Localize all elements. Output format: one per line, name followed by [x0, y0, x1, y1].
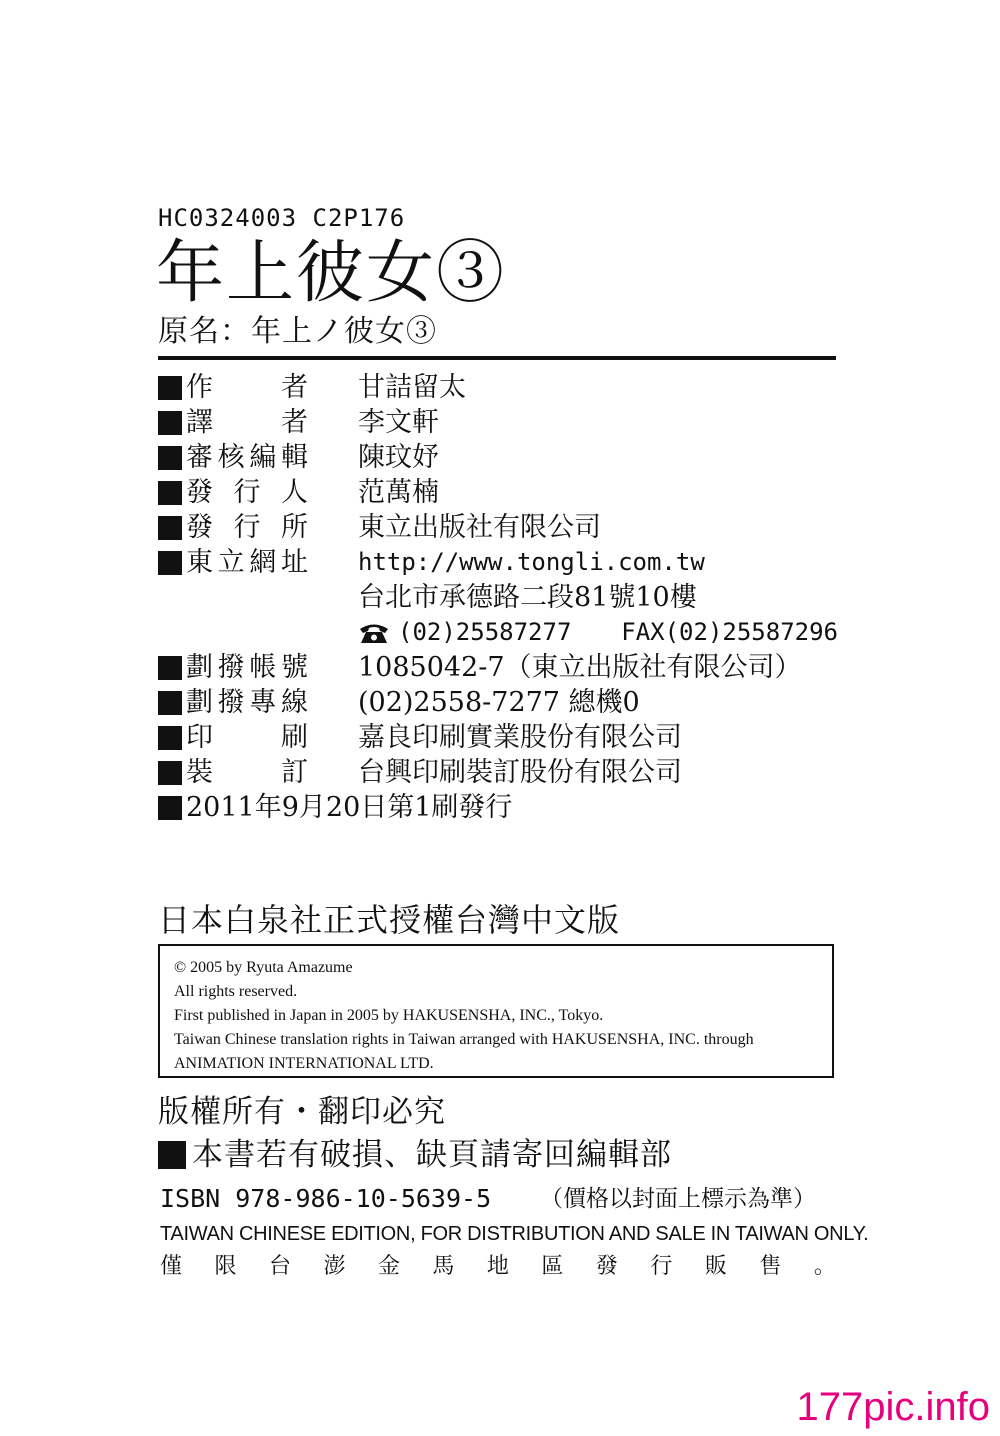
credit-label [186, 685, 308, 720]
glyph: 地 [486, 1254, 509, 1279]
credit-label [186, 440, 308, 475]
website-url[interactable]: http://www.tongli.com.tw [358, 548, 705, 576]
glyph: 馬 [432, 1254, 455, 1279]
glyph: 東 [186, 547, 213, 578]
book-title: 年上彼女③ [156, 234, 507, 313]
credit-row [158, 405, 858, 440]
copyright-box [158, 944, 834, 1078]
glyph: 僅 [160, 1254, 183, 1279]
credit-row [158, 755, 858, 790]
black-square-icon [158, 376, 182, 400]
credit-value: 台興印刷裝訂股份有限公司 [358, 757, 682, 788]
damage-notice-row [158, 1134, 672, 1176]
glyph: 金 [377, 1254, 400, 1279]
credit-value: 東立出版社有限公司 [358, 512, 601, 543]
credit-label [186, 545, 308, 580]
glyph: 者 [281, 407, 308, 438]
credit-label [186, 720, 308, 755]
glyph: 劃 [186, 687, 213, 718]
black-square-icon [158, 516, 182, 540]
publish-date: 2011年9月20日第1刷發行 [186, 792, 513, 823]
catalog-code: HC0324003 C2P176 [158, 204, 406, 232]
copyright-line: ANIMATION INTERNATIONAL LTD. [174, 1055, 434, 1072]
glyph: 發 [186, 477, 213, 508]
glyph: 址 [280, 547, 308, 578]
credit-label [186, 370, 308, 405]
glyph: 限 [214, 1254, 237, 1279]
glyph: 人 [281, 477, 308, 508]
phone-number: (02)25587277 [398, 618, 572, 646]
edition-note: TAIWAN CHINESE EDITION, FOR DISTRIBUTION AND SALE IN TAIWAN ONLY. [160, 1223, 869, 1245]
glyph: 刷 [281, 722, 308, 753]
black-square-icon [158, 411, 182, 435]
license-statement: 日本白泉社正式授權台灣中文版 [158, 901, 621, 939]
glyph: 售 [759, 1254, 782, 1279]
glyph: 發 [595, 1254, 618, 1279]
credit-row [158, 685, 858, 720]
black-square-icon [158, 761, 182, 785]
credit-row [158, 370, 858, 405]
glyph: 撥 [217, 652, 245, 683]
glyph: 核 [217, 442, 245, 473]
isbn: ISBN 978-986-10-5639-5 [160, 1184, 492, 1213]
glyph: 行 [650, 1254, 673, 1279]
glyph: 。 [813, 1254, 836, 1279]
credit-row [158, 545, 858, 580]
all-rights-notice: 版權所有・翻印必究 [158, 1094, 446, 1130]
glyph: 訂 [281, 757, 308, 788]
glyph: 印 [186, 722, 213, 753]
black-square-icon [158, 551, 182, 575]
copyright-line: First published in Japan in 2005 by HAKUSENSHA, INC., Tokyo. [174, 1007, 604, 1024]
credit-row [158, 440, 858, 475]
credit-value: (02)2558-7277 總機0 [358, 687, 640, 718]
credit-label [186, 650, 308, 685]
black-square-icon [158, 691, 182, 715]
credit-value: 1085042-7（東立出版社有限公司） [358, 652, 802, 683]
credit-value: 李文軒 [358, 407, 439, 438]
black-square-icon [158, 446, 182, 470]
price-note: （價格以封面上標示為準） [540, 1186, 816, 1212]
address: 台北市承德路二段81號10樓 [358, 582, 697, 613]
credit-value: 陳玟妤 [358, 442, 439, 473]
glyph: 線 [280, 687, 308, 718]
credit-row [158, 510, 858, 545]
glyph: 行 [233, 512, 261, 543]
original-title: 原名：年上ノ彼女③ [158, 314, 437, 349]
glyph: 作 [186, 372, 213, 403]
credit-label [186, 475, 308, 510]
glyph: 劃 [186, 652, 213, 683]
glyph: 區 [541, 1254, 564, 1279]
glyph: 行 [233, 477, 261, 508]
glyph: 立 [217, 547, 245, 578]
glyph: 台 [268, 1254, 291, 1279]
address-row [158, 580, 858, 615]
glyph: 帳 [249, 652, 277, 683]
telephone-icon [358, 622, 390, 644]
glyph: 審 [186, 442, 213, 473]
black-square-icon [158, 481, 182, 505]
glyph: 所 [281, 512, 308, 543]
black-square-icon [158, 1141, 186, 1169]
credit-label [186, 405, 308, 440]
glyph: 輯 [280, 442, 308, 473]
copyright-line: © 2005 by Ryuta Amazume [174, 959, 353, 976]
copyright-line: All rights reserved. [174, 983, 298, 1000]
phone-row [158, 615, 858, 650]
credit-value: 甘詰留太 [358, 372, 466, 403]
glyph: 裝 [186, 757, 213, 788]
black-square-icon [158, 796, 182, 820]
glyph: 專 [249, 687, 277, 718]
glyph: 譯 [186, 407, 213, 438]
glyph: 號 [280, 652, 308, 683]
watermark[interactable]: 177pic.info [796, 1385, 990, 1429]
fax-number: FAX(02)25587296 [621, 618, 838, 646]
damage-notice: 本書若有破損、缺頁請寄回編輯部 [192, 1137, 672, 1173]
publish-date-row [158, 790, 858, 825]
glyph: 撥 [217, 687, 245, 718]
credit-row [158, 475, 858, 510]
credit-label [186, 510, 308, 545]
glyph: 販 [704, 1254, 727, 1279]
credits-block [158, 370, 858, 825]
glyph: 網 [249, 547, 277, 578]
credit-label [186, 755, 308, 790]
glyph: 編 [249, 442, 277, 473]
copyright-line: Taiwan Chinese translation rights in Taiwan arranged with HAKUSENSHA, INC. through [174, 1031, 754, 1048]
sale-region [160, 1252, 836, 1282]
black-square-icon [158, 726, 182, 750]
glyph: 澎 [323, 1254, 346, 1279]
glyph: 者 [281, 372, 308, 403]
credit-value: 范萬楠 [358, 477, 439, 508]
black-square-icon [158, 656, 182, 680]
credit-row [158, 720, 858, 755]
credit-row [158, 650, 858, 685]
credit-value: 嘉良印刷實業股份有限公司 [358, 722, 682, 753]
glyph: 發 [186, 512, 213, 543]
title-divider [158, 356, 836, 360]
